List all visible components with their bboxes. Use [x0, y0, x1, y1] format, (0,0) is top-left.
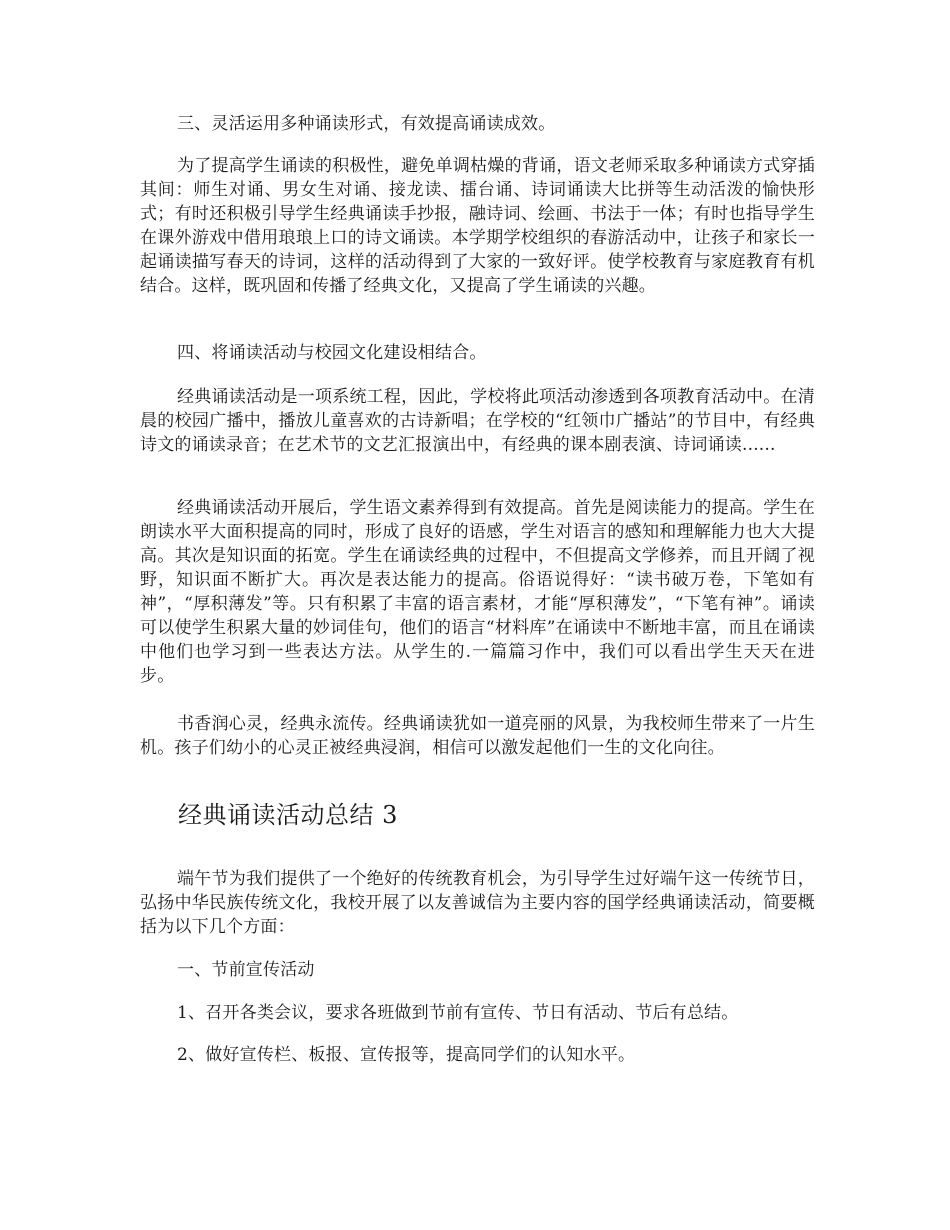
- paragraph-dragon-boat-intro: 端午节为我们提供了一个绝好的传统教育机会，为引导学生过好端午这一传统节日，弘扬中华民族传统文化，我校开展了以友善诚信为主要内容的国学经典诵读活动，简要概括为以下几个方面：: [140, 869, 815, 937]
- paragraph-campus-culture: 经典诵读活动是一项系统工程，因此，学校将此项活动渗透到各项教育活动中。在清晨的校园广播中，播放儿童喜欢的古诗新唱；在学校的“红领巾广播站”的节目中，有经典诗文的诵读录音；在艺术节的文艺汇报演出中，有经典的课本剧表演、诗词诵读......: [140, 387, 815, 455]
- section-title: 经典诵读活动总结 3: [178, 801, 398, 829]
- paragraph-point-four: 四、将诵读活动与校园文化建设相结合。: [177, 343, 487, 363]
- paragraph-reading-forms: 为了提高学生诵读的积极性，避免单调枯燥的背诵，语文老师采取多种诵读方式穿插其间：师生对诵、男女生对诵、接龙读、擂台诵、诗词诵读大比拼等生动活泼的愉快形式；有时还积极引导学生经典诵读手抄报，融诗词、绘画、书法于一体；有时也指导学生在课外游戏中借用琅琅上口的诗文诵读。本学期学校组织的春游活动中，让孩子和家长一起诵读描写春天的诗词，这样的活动得到了大家的一致好评。使学校教育与家庭教育有机结合。这样，既巩固和传播了经典文化，又提高了学生诵读的兴趣。: [140, 156, 815, 296]
- paragraph-item-two: 2、做好宣传栏、板报、宣传报等，提高同学们的认知水平。: [177, 1045, 636, 1065]
- paragraph-literacy-improvement: 经典诵读活动开展后，学生语文素养得到有效提高。首先是阅读能力的提高。学生在朗读水平大面积提高的同时，形成了良好的语感，学生对语言的感知和理解能力也大大提高。其次是知识面的拓宽。学生在诵读经典的过程中，不但提高文学修养，而且开阔了视野，知识面不断扩大。再次是表达能力的提高。俗语说得好：“读书破万卷，下笔如有神”，“厚积薄发”等。只有积累了丰富的语言素材，才能“厚积薄发”，“下笔有神”。诵读可以使学生积累大量的妙词佳句，他们的语言“材料库”在诵读中不断地丰富，而且在诵读中他们也学习到一些表达方法。从学生的.一篇篇习作中，我们可以看出学生天天在进步。: [140, 498, 815, 686]
- paragraph-item-one: 1、召开各类会议，要求各班做到节前有宣传、节日有活动、节后有总结。: [177, 1003, 739, 1023]
- paragraph-pre-festival-heading: 一、节前宣传活动: [177, 960, 315, 980]
- paragraph-point-three: 三、灵活运用多种诵读形式，有效提高诵读成效。: [177, 114, 556, 134]
- paragraph-conclusion: 书香润心灵，经典永流传。经典诵读犹如一道亮丽的风景，为我校师生带来了一片生机。孩子们幼小的心灵正被经典浸润，相信可以激发起他们一生的文化向往。: [140, 714, 815, 758]
